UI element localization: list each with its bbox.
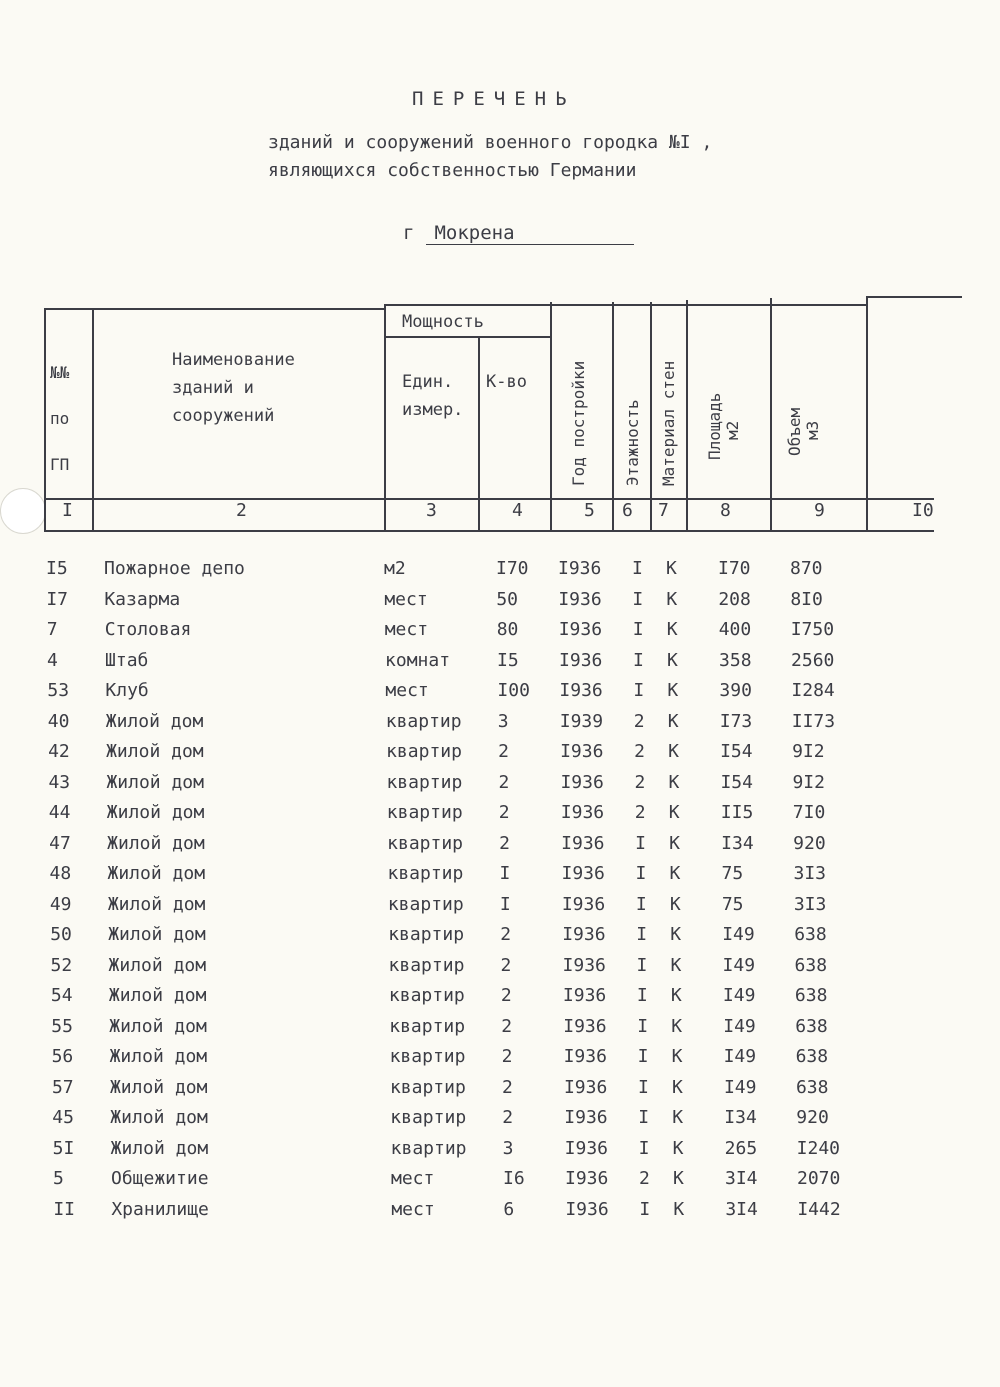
cell-num: 47	[49, 832, 71, 854]
cell-num: 48	[49, 863, 72, 884]
cell-area: I34	[724, 1107, 757, 1128]
cell-num: 53	[47, 680, 70, 701]
cell-name: Жилой дом	[109, 1076, 208, 1098]
cell-material: К	[666, 588, 678, 610]
cell-name: Жилой дом	[108, 924, 206, 945]
cell-name: Штаб	[105, 649, 149, 671]
cell-qty: 80	[496, 619, 519, 640]
cell-unit: квартир	[385, 710, 462, 732]
header-unit: Един. измер.	[402, 372, 464, 420]
cell-num: 7	[46, 619, 58, 640]
cell-material: К	[669, 832, 680, 854]
cell-name: Общежитие	[111, 1168, 209, 1189]
cell-qty: 2	[498, 802, 510, 823]
cell-area: I70	[718, 558, 751, 579]
cell-floors: I	[638, 1107, 650, 1128]
cell-material: К	[667, 649, 678, 671]
table-top-border	[44, 308, 384, 310]
table-top-border	[866, 296, 962, 298]
cell-name: Жилой дом	[108, 985, 207, 1006]
cell-area: 75	[721, 893, 744, 915]
cell-year: I936	[564, 1107, 608, 1128]
cell-volume: 638	[794, 954, 828, 976]
cell-unit: квартир	[390, 1137, 467, 1159]
cell-name: Жилой дом	[109, 1015, 207, 1037]
cell-year: I936	[565, 1168, 609, 1189]
cell-qty: I70	[496, 558, 529, 579]
cell-volume: 638	[795, 1046, 829, 1067]
column-number: 4	[512, 500, 523, 521]
cell-material: К	[668, 741, 679, 762]
cell-year: I936	[563, 1015, 607, 1037]
cell-material: К	[669, 893, 681, 915]
column-number: 5	[584, 500, 595, 521]
cell-floors: I	[636, 954, 648, 976]
cell-volume: 9I2	[792, 771, 825, 793]
cell-area: I34	[721, 832, 754, 854]
cell-material: К	[670, 985, 682, 1006]
column-number: I0	[912, 500, 934, 521]
cell-name: Жилой дом	[106, 741, 204, 762]
punch-hole	[0, 488, 46, 534]
column-number: 8	[720, 500, 731, 521]
cell-unit: квартир	[386, 802, 463, 823]
header-volume: Объем м3	[785, 407, 822, 456]
table-header-bottom	[44, 530, 934, 532]
cell-area: I49	[723, 1046, 757, 1067]
cell-unit: квартир	[390, 1107, 467, 1128]
cell-volume: 3I3	[793, 893, 827, 915]
cell-unit: квартир	[388, 954, 465, 976]
cell-unit: комнат	[385, 649, 451, 671]
cell-qty: 6	[503, 1198, 515, 1220]
cell-num: 56	[51, 1046, 74, 1067]
cell-num: 42	[48, 741, 70, 762]
cell-qty: 2	[498, 741, 509, 762]
cell-floors: 2	[634, 741, 645, 762]
cell-volume: 8I0	[790, 588, 823, 610]
column-number: 9	[814, 500, 825, 521]
header-capacity: Мощность	[402, 312, 484, 332]
cell-year: I936	[558, 619, 603, 640]
cell-year: I936	[561, 863, 605, 884]
cell-area: 208	[718, 588, 751, 610]
cell-material: К	[670, 954, 682, 976]
cell-volume: I750	[790, 619, 835, 640]
column-number: 6	[622, 500, 633, 521]
cell-material: К	[667, 680, 679, 701]
cell-unit: квартир	[389, 1046, 466, 1067]
cell-unit: квартир	[389, 1076, 466, 1098]
cell-floors: I	[639, 1198, 651, 1220]
cell-unit: мест	[391, 1198, 435, 1220]
cell-area: 358	[719, 649, 752, 671]
cell-unit: квартир	[386, 741, 462, 762]
cell-area: I73	[719, 710, 753, 732]
cell-unit: мест	[391, 1168, 435, 1189]
cell-unit: квартир	[388, 924, 465, 945]
cell-qty: I5	[497, 649, 519, 671]
cell-volume: 920	[793, 832, 826, 854]
cell-floors: I	[632, 619, 644, 640]
document-subtitle-line2: являющихся собственностью Германии	[268, 160, 637, 181]
document-title: ПЕРЕЧЕНЬ	[412, 88, 576, 110]
cell-year: I936	[562, 954, 606, 976]
cell-unit: квартир	[387, 863, 464, 884]
cell-floors: I	[635, 893, 647, 915]
header-floors: Этажность	[623, 399, 642, 486]
cell-area: 3I4	[725, 1198, 758, 1220]
cell-name: Столовая	[104, 619, 192, 640]
cell-name: Жилой дом	[106, 771, 204, 793]
cell-year: I936	[561, 832, 605, 854]
cell-volume: 870	[790, 558, 823, 579]
cell-year: I936	[562, 985, 607, 1006]
col-border	[770, 298, 772, 532]
cell-num: I5	[46, 558, 68, 579]
cell-year: I936	[560, 771, 604, 793]
column-number: 7	[658, 500, 669, 521]
cell-floors: 2	[634, 771, 646, 793]
cell-year: I936	[558, 588, 602, 610]
cell-name: Жилой дом	[108, 954, 207, 976]
cell-material: К	[673, 1168, 684, 1189]
header-divider	[44, 498, 934, 500]
cell-name: Хранилище	[111, 1198, 209, 1220]
cell-num: 49	[49, 893, 72, 915]
cell-num: 4	[47, 649, 58, 671]
cell-unit: квартир	[389, 1015, 466, 1037]
col-border	[92, 310, 94, 532]
cell-floors: I	[637, 1046, 649, 1067]
cell-material: К	[670, 924, 682, 945]
cell-material: К	[666, 619, 678, 640]
column-number: 3	[426, 500, 437, 521]
cell-unit: квартир	[388, 985, 465, 1006]
cell-unit: мест	[384, 588, 428, 610]
cell-num: 44	[48, 802, 71, 823]
cell-name: Жилой дом	[109, 1046, 208, 1067]
cell-volume: 2070	[797, 1168, 841, 1189]
cell-num: 45	[52, 1107, 74, 1128]
column-number: I	[62, 500, 73, 521]
header-qty: К-во	[486, 372, 527, 392]
cell-area: I49	[722, 924, 755, 945]
cell-area: 3I4	[725, 1168, 758, 1189]
cell-floors: 2	[633, 710, 645, 732]
cell-material: К	[669, 863, 681, 884]
cell-material: К	[671, 1046, 683, 1067]
cell-qty: 2	[500, 985, 512, 1006]
cell-name: Жилой дом	[107, 832, 205, 854]
cell-volume: 638	[794, 924, 827, 945]
cell-floors: I	[635, 863, 647, 884]
col-border	[866, 296, 868, 532]
cell-volume: I240	[796, 1137, 840, 1159]
cell-qty: I6	[503, 1168, 525, 1189]
cell-floors: I	[637, 1076, 649, 1098]
cell-num: II	[53, 1198, 76, 1220]
cell-qty: 2	[500, 954, 512, 976]
cell-num: 54	[50, 985, 73, 1006]
cell-name: Казарма	[104, 588, 181, 610]
cell-qty: 2	[501, 1076, 513, 1098]
cell-qty: 50	[496, 588, 519, 610]
cell-unit: квартир	[387, 893, 464, 915]
col-border	[478, 336, 480, 532]
cell-num: 5	[53, 1168, 64, 1189]
cell-year: I936	[559, 680, 603, 701]
col-border	[550, 302, 552, 532]
cell-year: I936	[561, 893, 606, 915]
cell-floors: 2	[639, 1168, 650, 1189]
cell-year: I936	[563, 1076, 608, 1098]
cell-qty: 2	[499, 832, 510, 854]
cell-qty: I00	[497, 680, 530, 701]
city-name: Мокрена	[426, 222, 634, 245]
cell-floors: I	[633, 649, 644, 671]
cell-year: I939	[559, 710, 604, 732]
cell-num: 55	[51, 1015, 73, 1037]
cell-qty: 3	[497, 710, 509, 732]
cell-qty: 2	[501, 1015, 513, 1037]
cell-material: К	[671, 1076, 683, 1098]
cell-floors: I	[637, 1015, 649, 1037]
city-line	[403, 222, 634, 245]
cell-floors: 2	[634, 802, 646, 823]
cell-unit: квартир	[386, 771, 463, 793]
col-border	[44, 310, 46, 532]
cell-material: К	[672, 1107, 684, 1128]
cell-material: К	[672, 1137, 684, 1159]
cell-qty: 2	[500, 924, 512, 945]
cell-floors: I	[633, 680, 645, 701]
cell-area: I49	[722, 954, 756, 976]
cell-year: I936	[560, 802, 605, 823]
cell-volume: I442	[797, 1198, 841, 1220]
cell-qty: 2	[502, 1107, 514, 1128]
cell-year: I936	[558, 558, 602, 579]
cell-area: I49	[723, 1076, 757, 1098]
cell-name: Клуб	[105, 680, 149, 701]
cell-qty: 2	[498, 771, 510, 793]
cell-name: Жилой дом	[107, 863, 206, 884]
city-prefix: г	[403, 222, 415, 244]
cell-volume: 920	[796, 1107, 829, 1128]
document-subtitle-line1: зданий и сооружений военного городка №I ,	[268, 132, 713, 153]
col-border	[384, 304, 386, 532]
cell-floors: I	[638, 1137, 650, 1159]
cell-qty: I	[499, 893, 511, 915]
cell-num: 5I	[52, 1137, 75, 1159]
capacity-divider	[386, 336, 550, 338]
cell-unit: мест	[384, 619, 429, 640]
cell-volume: 3I3	[793, 863, 827, 884]
cell-num: 40	[47, 710, 70, 732]
cell-floors: I	[636, 985, 648, 1006]
col-border	[612, 302, 614, 532]
col-border	[650, 302, 652, 532]
cell-unit: м2	[384, 558, 406, 579]
cell-material: К	[671, 1015, 683, 1037]
table-top-border	[384, 304, 866, 306]
cell-area: 265	[724, 1137, 758, 1159]
cell-num: 52	[50, 954, 73, 976]
cell-num: 43	[48, 771, 71, 793]
cell-volume: 638	[795, 1076, 829, 1098]
cell-area: II5	[720, 802, 754, 823]
cell-area: I49	[723, 1015, 756, 1037]
col-border	[686, 300, 688, 532]
cell-floors: I	[635, 832, 646, 854]
cell-area: I49	[722, 985, 756, 1006]
cell-year: I936	[565, 1198, 609, 1220]
cell-area: 390	[719, 680, 752, 701]
cell-area: I54	[720, 771, 753, 793]
cell-material: К	[667, 710, 679, 732]
header-year: Год постройки	[569, 360, 588, 486]
cell-volume: 638	[795, 1015, 828, 1037]
cell-volume: 7I0	[792, 802, 826, 823]
cell-name: Жилой дом	[106, 802, 205, 823]
cell-area: 400	[718, 619, 752, 640]
cell-floors: I	[632, 588, 644, 610]
cell-year: I936	[563, 1046, 607, 1067]
cell-name: Жилой дом	[110, 1107, 208, 1128]
column-number: 2	[236, 500, 247, 521]
cell-floors: I	[632, 558, 643, 579]
cell-name: Жилой дом	[110, 1137, 209, 1159]
cell-volume: II73	[791, 710, 836, 732]
cell-name: Пожарное депо	[104, 558, 245, 579]
cell-unit: мест	[385, 680, 429, 701]
cell-floors: I	[636, 924, 648, 945]
cell-material: К	[668, 802, 680, 823]
header-material: Материал стен	[659, 360, 678, 486]
cell-year: I936	[562, 924, 606, 945]
cell-area: 75	[721, 863, 744, 884]
cell-volume: 9I2	[792, 741, 825, 762]
cell-num: 50	[50, 924, 72, 945]
cell-material: К	[673, 1198, 685, 1220]
cell-year: I936	[560, 741, 604, 762]
header-area: Площадь м2	[705, 392, 742, 460]
cell-year: I936	[559, 649, 603, 671]
cell-unit: квартир	[387, 832, 463, 854]
header-col-num: №№ по ГП	[50, 363, 70, 474]
cell-qty: 2	[501, 1046, 513, 1067]
cell-qty: 3	[502, 1137, 514, 1159]
header-col-name: Наименование зданий и сооружений	[172, 350, 295, 426]
cell-material: К	[666, 558, 677, 579]
cell-name: Жилой дом	[107, 893, 206, 915]
cell-material: К	[668, 771, 680, 793]
cell-num: 57	[51, 1076, 74, 1098]
cell-volume: 638	[794, 985, 828, 1006]
cell-volume: I284	[791, 680, 835, 701]
cell-year: I936	[564, 1137, 608, 1159]
cell-volume: 2560	[791, 649, 835, 671]
cell-name: Жилой дом	[105, 710, 204, 732]
cell-area: I54	[720, 741, 753, 762]
cell-qty: I	[499, 863, 511, 884]
cell-num: I7	[46, 588, 69, 610]
